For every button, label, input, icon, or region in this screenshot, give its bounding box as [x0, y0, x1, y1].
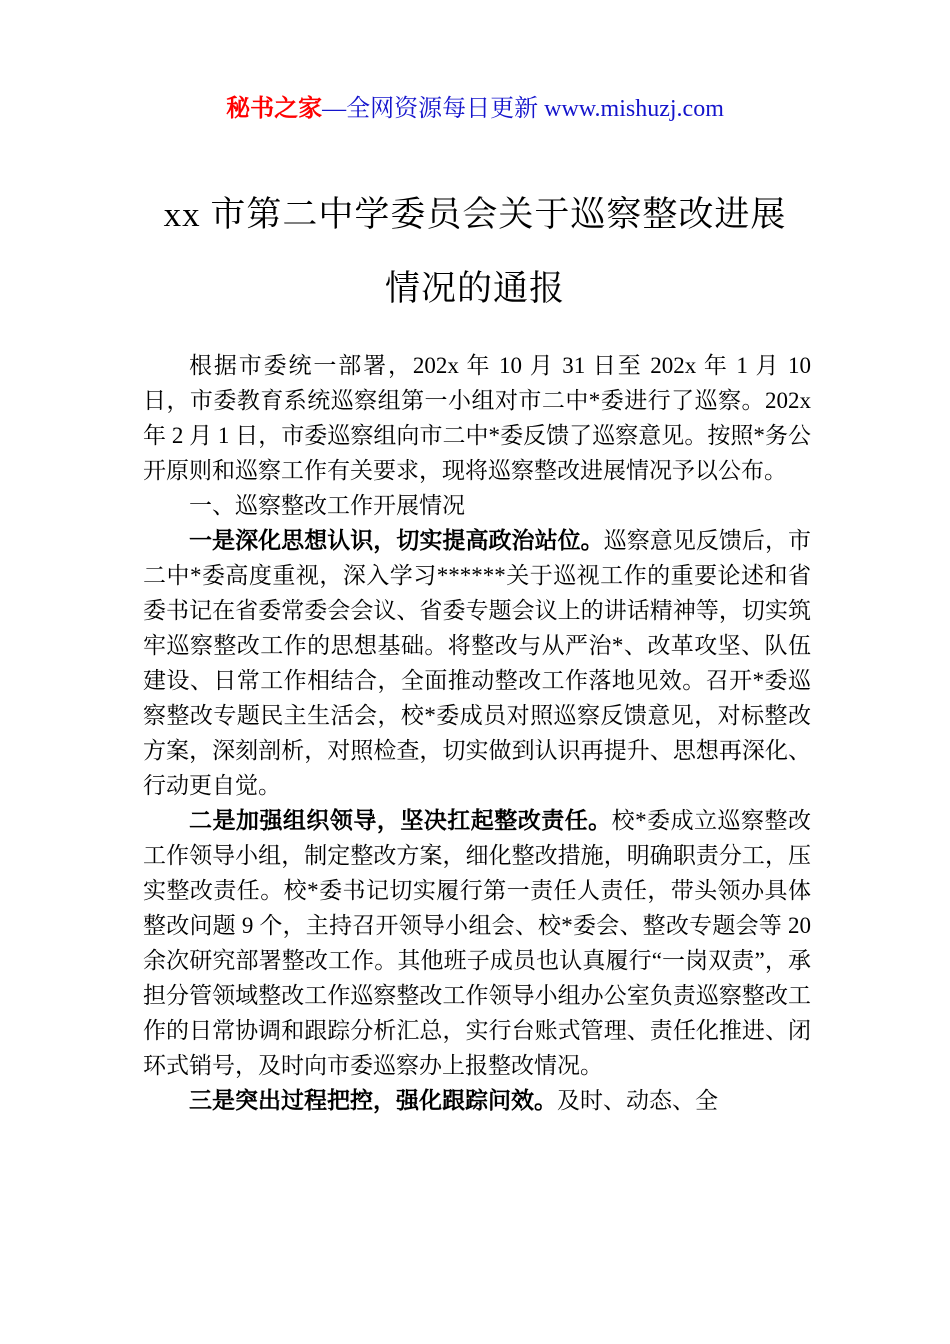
paragraph [143, 523, 811, 803]
paragraph-bold-lead: 二是加强组织领导，坚决扛起整改责任。 [189, 807, 612, 833]
site-brand: 秘书之家 [226, 95, 323, 122]
document-title-line1: xx 市第二中学委员会关于巡察整改进展 [163, 195, 787, 234]
paragraph-text: 校*委成立巡察整改工作领导小组，制定整改方案，细化整改措施，明确职责分工，压实整改责任。校*委书记切实履行第一责任人责任，带头领办具体整改问题 9 个，主持召开领导小组会、校*委会、整改专题会等 20 余次研究部署整改工作。其他班子成员也认真履行“一岗双责”，承担分管领域整改工作巡察整改工作领导小组办公室负责巡察整改工作的日常协调和跟踪分析汇总，实行台账式管理、责任化推进、闭环式销号，及时向市委巡察办上报整改情况。 [143, 808, 812, 1078]
paragraph [143, 1083, 811, 1118]
paragraph-bold-lead: 一是深化思想认识，切实提高政治站位。 [189, 527, 604, 553]
paragraph-bold-lead: 三是突出过程把控，强化跟踪问效。 [189, 1087, 557, 1113]
paragraph-text: 一、巡察整改工作开展情况 [189, 493, 465, 518]
site-url-link[interactable]: www.mishuzj.com [544, 96, 724, 122]
paragraph [143, 803, 811, 1083]
document-title [80, 178, 870, 326]
site-tagline: —全网资源每日更新 [322, 96, 545, 122]
paragraph-text: 巡察意见反馈后，市二中*委高度重视，深入学习******关于巡视工作的重要论述和省委书记在省委常委会会议、省委专题会议上的讲话精神等，切实筑牢巡察整改工作的思想基础。将整改与从严治*、改革攻坚、队伍建设、日常工作相结合，全面推动整改工作落地见效。召开*委巡察整改专题民主生活会，校*委成员对照巡察反馈意见，对标整改方案，深刻剖析，对照检查，切实做到认识再提升、思想再深化、行动更自觉。 [143, 528, 812, 798]
document-body [143, 348, 811, 1118]
paragraph [143, 348, 811, 488]
document-title-line2: 情况的通报 [384, 269, 565, 308]
paragraph-text: 根据市委统一部署，202x 年 10 月 31 日至 202x 年 1 月 10 日，市委教育系统巡察组第一小组对市二中*委进行了巡察。202x 年 2 月 1 日，市委巡察组向市二中*委反馈了巡察意见。按照*务公开原则和巡察工作有关要求，现将巡察整改进展情况予以公布。 [143, 353, 812, 483]
paragraph-text: 及时、动态、全 [557, 1088, 718, 1113]
site-header [0, 88, 950, 123]
paragraph [143, 488, 811, 523]
